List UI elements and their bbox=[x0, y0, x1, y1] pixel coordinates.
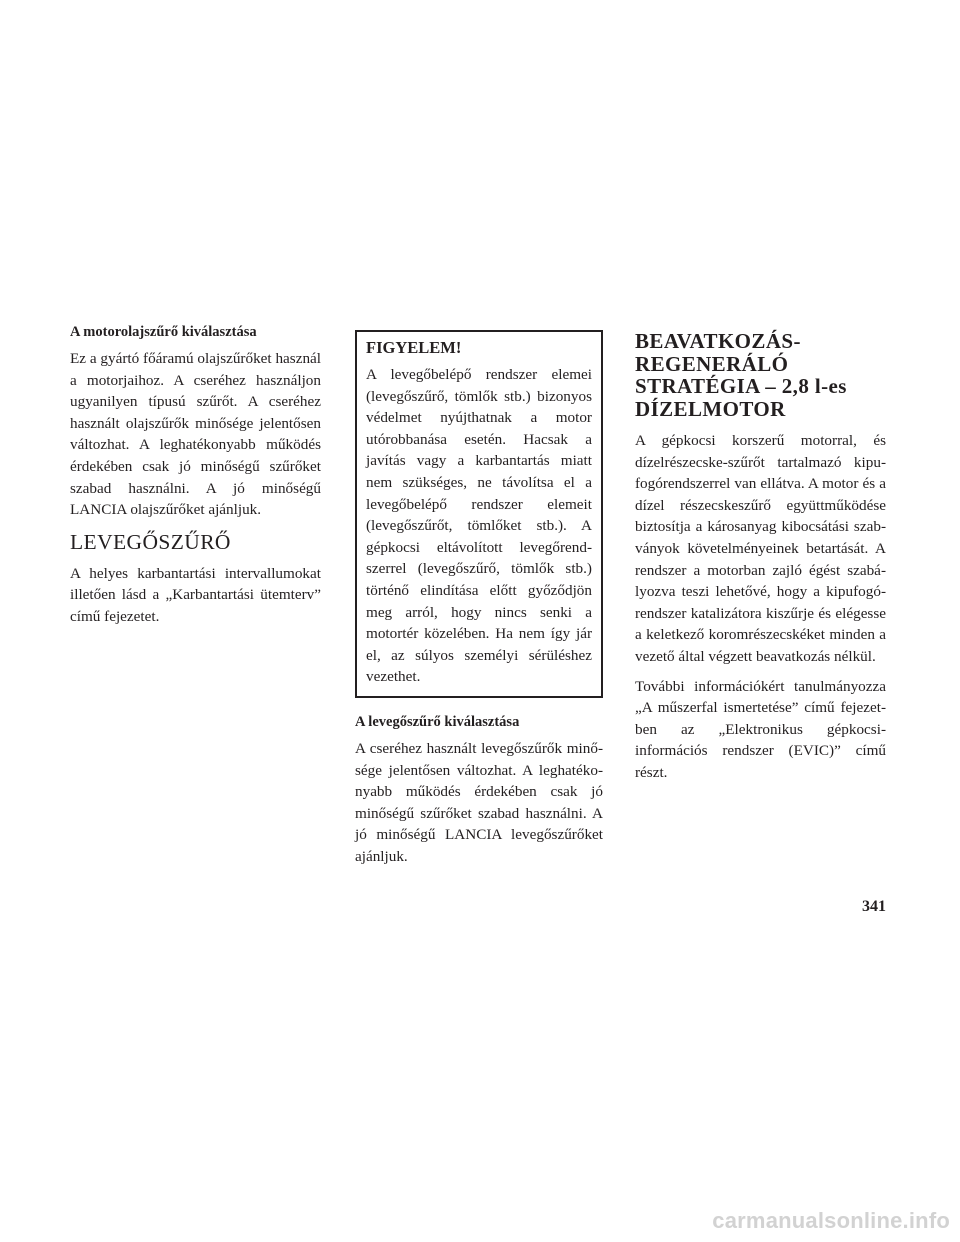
title-line-2: REGENERÁLÓ bbox=[635, 351, 789, 376]
oil-filter-paragraph: Ez a gyártó főáramú olajszűrőket használ a motorjaihoz. A cseréhez használjon ugyanilyen típusú szűrőt. A cseréhez használt olajszűrők minősége jelentősen változhat. A leghatékonyabb működés érdekében csak jó minőségű szűrőket szabad használni. A jó minőségű LANCIA olajszűrőket ajánljuk. bbox=[70, 350, 321, 519]
left-column bbox=[70, 322, 321, 636]
middle-column bbox=[355, 330, 603, 875]
warning-text: A levegőbelépő rendszer elemei (levegőszűrő, tömlők stb.) bizonyos védelmet nyújthatnak a motor utórobbanása esetén. Hacsak a javítás vagy a karbantartás miatt nem szükséges, ne távolítsa el a levegőbelépő rendszer elemeit (levegőszűrőt, tömlőket stb.). A gépkocsi eltávolított levegőrendszerrel (levegőszűrő, tömlők stb.) történő elindítása előtt győződjön meg arról, hogy nincs senki a motortér közelében. Ha nem így jár el, az súlyos személyi sérüléshez vezethet. bbox=[366, 366, 592, 686]
air-filter-select-paragraph: A cseréhez használt levegőszűrők minősége jelentősen változhat. A leghatékonyabb működés érdekében csak jó minőségű szűrőket szabad használni. A jó minőségű LANCIA levegőszűrőket ajánljuk. bbox=[355, 739, 603, 865]
page-number: 341 bbox=[862, 898, 886, 915]
oil-filter-heading: A motorolajszűrő kiválasztása bbox=[70, 324, 257, 340]
regeneration-strategy-title bbox=[635, 330, 886, 420]
air-filter-title: LEVEGŐSZŰRŐ bbox=[70, 529, 231, 554]
right-column bbox=[635, 330, 886, 792]
regeneration-paragraph-1: A gépkocsi korszerű motorral, és dízelrészecske-szűrőt tartalmazó kipufogórendszerrel van ellátva. A motor és a dízel részecskeszűrő együttműködése biztosítja a károsanyag kibocsátási szabványok követelményeinek betartását. A rendszer a motorban zajló égést szabályozva teszi lehetővé, hogy a kipufogórendszer katalizátora kiszűrje és elégesse a keletkező koromrészecskéket minden a vezető által végzett beavatkozás nélkül. bbox=[635, 432, 886, 665]
watermark: carmanualsonline.info bbox=[712, 1208, 950, 1233]
warning-box bbox=[355, 330, 603, 698]
air-filter-paragraph: A helyes karbantartási intervallumokat illetően lásd a „Karbantartási ütemterv” című fejezetet. bbox=[70, 564, 321, 625]
title-line-1: BEAVATKOZÁS- bbox=[635, 329, 801, 353]
air-filter-select-heading: A levegőszűrő kiválasztása bbox=[355, 713, 520, 730]
title-line-3: STRATÉGIA – 2,8 l-es bbox=[635, 374, 847, 398]
regeneration-paragraph-2: További információkért tanulmányozza „A műszerfal ismertetése” című fejezetben az „Elektronikus gépkocsiinformációs rendszer (EVIC)” című részt. bbox=[635, 677, 886, 781]
warning-title: FIGYELEM! bbox=[366, 338, 462, 357]
title-line-4: DÍZELMOTOR bbox=[635, 396, 786, 421]
